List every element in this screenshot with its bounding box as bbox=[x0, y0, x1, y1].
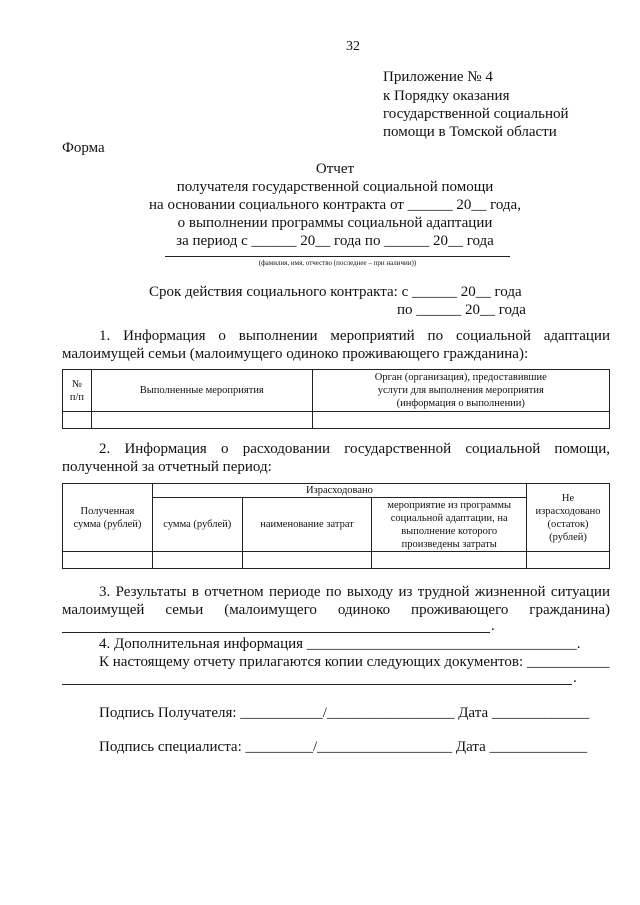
table-header-row bbox=[63, 484, 610, 498]
column-header bbox=[63, 370, 92, 412]
fio-hint: (фамилия, имя, отчество (последнее – при наличии)) bbox=[258, 259, 417, 267]
table-cell bbox=[91, 412, 312, 429]
table-cell bbox=[242, 552, 372, 569]
header-text: израсходовано bbox=[535, 505, 601, 517]
contract-term-line: Срок действия социального контракта: с ______ 20__ года bbox=[149, 284, 522, 300]
section4-text: К настоящему отчету прилагаются копии следующих документов: ___________ bbox=[99, 654, 610, 670]
appendix-line: к Порядку оказания bbox=[383, 88, 510, 104]
header-text: п/п bbox=[69, 391, 85, 403]
table-cell bbox=[63, 552, 153, 569]
header-text: № bbox=[71, 378, 82, 390]
column-header: Израсходовано bbox=[152, 484, 526, 498]
expenses-table bbox=[62, 483, 610, 569]
table-cell bbox=[152, 552, 242, 569]
report-subtitle: на основании социального контракта от ______ 20__ года, bbox=[149, 197, 521, 213]
header-text: мероприятие из программы bbox=[387, 499, 512, 511]
page-number: 32 bbox=[346, 39, 360, 54]
table-cell bbox=[527, 552, 610, 569]
fill-line-end: . bbox=[491, 618, 495, 634]
column-header: Выполненные мероприятия bbox=[91, 370, 312, 412]
column-header: сумма (рублей) bbox=[152, 498, 242, 552]
appendix-line: Приложение № 4 bbox=[383, 69, 493, 85]
header-text: сумма (рублей) bbox=[73, 518, 142, 530]
section4-text: 4. Дополнительная информация ____________________________________. bbox=[99, 636, 581, 652]
header-text: выполнение которого bbox=[401, 525, 498, 537]
table-cell bbox=[63, 412, 92, 429]
header-text: услуги для выполнения мероприятия bbox=[377, 385, 544, 396]
header-text: Полученная bbox=[80, 505, 135, 517]
column-header bbox=[63, 484, 153, 552]
report-subtitle: о выполнении программы социальной адаптации bbox=[177, 215, 493, 231]
specialist-signature-line: Подпись специалиста: _________/__________________ Дата _____________ bbox=[99, 739, 588, 755]
report-subtitle: получателя государственной социальной помощи bbox=[176, 179, 494, 195]
section3-text: малоимущей семьи (малоимущего одиноко проживающего гражданина) bbox=[62, 602, 610, 618]
table-row bbox=[63, 552, 610, 569]
header-text: Не bbox=[561, 492, 575, 504]
column-header bbox=[527, 484, 610, 552]
form-label: Форма bbox=[62, 140, 105, 156]
appendix-line: помощи в Томской области bbox=[383, 124, 557, 140]
table-cell bbox=[312, 412, 609, 429]
header-text: (информация о выполнении) bbox=[396, 398, 525, 409]
contract-term-line: по ______ 20__ года bbox=[397, 302, 526, 318]
section2-heading: полученной за отчетный период: bbox=[62, 459, 272, 475]
header-text: социальной адаптации, на bbox=[390, 512, 508, 524]
table-header-row bbox=[63, 370, 610, 412]
section1-heading: 1. Информация о выполнении мероприятий по социальной адаптации bbox=[99, 328, 610, 344]
section1-heading: малоимущей семьи (малоимущего одиноко проживающего гражданина): bbox=[62, 346, 529, 362]
table-row bbox=[63, 412, 610, 429]
header-text: произведены затраты bbox=[401, 538, 497, 550]
report-title: Отчет bbox=[315, 161, 355, 177]
header-text: (рублей) bbox=[549, 531, 587, 543]
fill-line bbox=[62, 632, 490, 633]
column-header bbox=[372, 498, 527, 552]
fill-line-end: . bbox=[573, 670, 577, 686]
report-period: за период с ______ 20__ года по ______ 20__ года bbox=[176, 233, 494, 249]
column-header bbox=[312, 370, 609, 412]
header-text: Орган (организация), предоставившие bbox=[374, 372, 547, 383]
fill-line bbox=[62, 684, 572, 685]
recipient-signature-line: Подпись Получателя: ___________/_________________ Дата _____________ bbox=[99, 705, 590, 721]
table-cell bbox=[372, 552, 527, 569]
section2-heading: 2. Информация о расходовании государственной социальной помощи, bbox=[99, 441, 610, 457]
activities-table bbox=[62, 369, 610, 429]
fio-line bbox=[165, 256, 510, 257]
header-text: (остаток) bbox=[547, 518, 589, 530]
column-header: наименование затрат bbox=[242, 498, 372, 552]
section3-text: 3. Результаты в отчетном периоде по выходу из трудной жизненной ситуации bbox=[99, 584, 610, 600]
appendix-line: государственной социальной bbox=[383, 106, 569, 122]
